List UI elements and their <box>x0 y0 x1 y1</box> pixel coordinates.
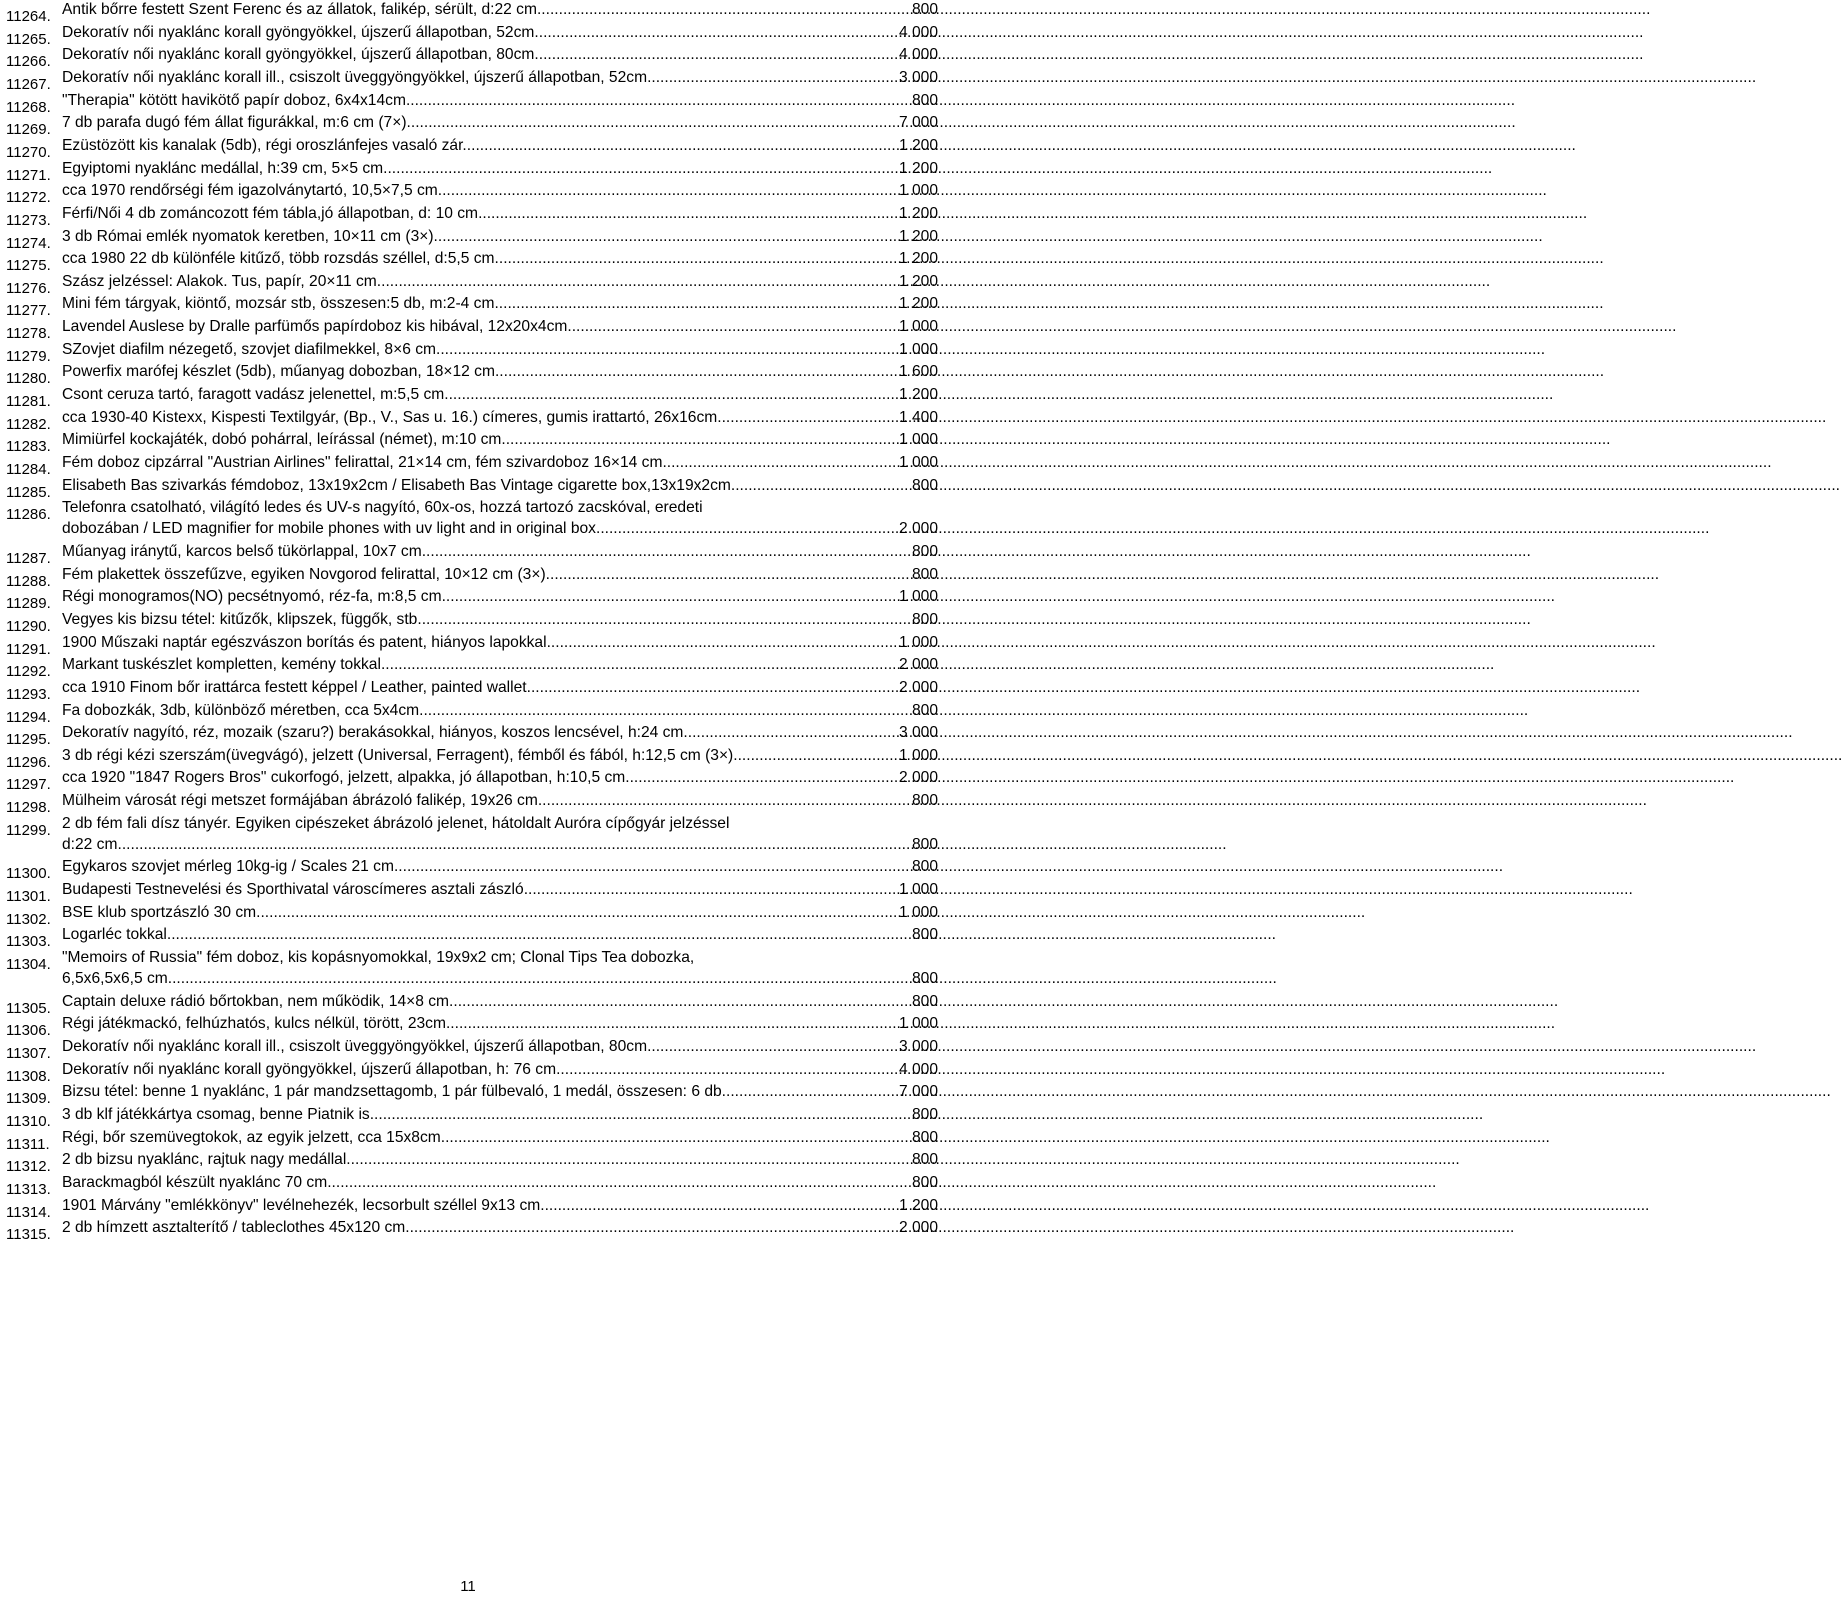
lot-number: 11313. <box>6 1180 51 1198</box>
dot-leader <box>478 204 899 223</box>
lot-number: 11307. <box>6 1044 51 1062</box>
lot-description: Szász jelzéssel: Alakok. Tus, papír, 20×11 cm. <box>62 272 382 290</box>
dot-leader <box>117 835 911 854</box>
dot-leader <box>567 317 899 336</box>
lot-description: Powerfix marófej készlet (5db), műanyag dobozban, 18×12 cm <box>62 363 495 381</box>
dot-leader <box>556 1060 899 1079</box>
lot-description-line <box>62 1218 938 1237</box>
lot-description-line <box>62 1105 938 1124</box>
lot-price: 1 200 <box>898 1196 938 1214</box>
dot-leader <box>531 678 899 697</box>
lot-number: 11310. <box>6 1112 51 1130</box>
dot-leader <box>733 746 899 765</box>
dot-leader <box>538 791 912 810</box>
lot-price: 1 000 <box>898 454 938 471</box>
lot-price: 800 <box>911 835 938 853</box>
lot-price: 1 000 <box>898 340 938 358</box>
lot-price: 800 <box>911 858 938 876</box>
dot-leader <box>419 701 912 720</box>
lot-number: 11304. <box>6 956 51 973</box>
dot-leader <box>405 1218 899 1237</box>
dot-leader <box>722 1082 899 1101</box>
lot-description: Fa dobozkák, 3db, különböző méretben, cca 5x4cm <box>62 701 420 719</box>
dot-leader <box>434 227 899 246</box>
lot-description: Egykaros szovjet mérleg 10kg-ig / Scales 21 cm <box>62 858 394 876</box>
lot-description-line <box>62 68 938 87</box>
dot-leader <box>446 587 899 606</box>
lot-number: 11271. <box>6 166 51 184</box>
dot-leader <box>407 113 899 132</box>
lot-description: Bizsu tétel: benne 1 nyaklánc, 1 pár mandzsettagomb, 1 pár fülbevaló, 1 medál, összesen: 6 db <box>62 1083 722 1101</box>
lot-number: 11275. <box>6 257 51 275</box>
dot-leader <box>406 91 912 110</box>
lot-price: 3 000 <box>898 68 938 86</box>
lot-number: 11296. <box>6 753 51 771</box>
lot-price: 800 <box>911 1128 938 1146</box>
lot-number: 11265. <box>6 30 51 48</box>
lot-description-line <box>62 227 938 246</box>
lot-description: 3 db klf játékkártya csomag, benne Piatnik is. <box>62 1105 375 1123</box>
lot-description-line-wrapped <box>62 498 938 517</box>
lot-description-line <box>62 294 938 313</box>
lot-description-line <box>62 519 938 538</box>
lot-price: 800 <box>911 565 938 583</box>
lot-price: 2 000 <box>898 769 938 787</box>
lot-number: 11267. <box>6 75 51 93</box>
dot-leader <box>501 430 899 449</box>
lot-description-line <box>62 857 938 876</box>
dot-leader <box>436 340 899 359</box>
lot-description-line <box>62 249 938 268</box>
lot-description-line <box>62 925 938 944</box>
lot-description-line <box>62 476 938 495</box>
lot-description: BSE klub sportzászló 30 cm <box>62 903 257 921</box>
lot-price: 1 000 <box>898 746 938 764</box>
lot-number: 11274. <box>6 234 51 252</box>
lot-number: 11298. <box>6 799 51 817</box>
lot-description-line <box>62 23 938 42</box>
dot-leader <box>381 272 899 291</box>
lot-price: 1 000 <box>898 431 938 449</box>
lot-number: 11309. <box>6 1090 51 1108</box>
lot-price: 2 000 <box>898 520 938 538</box>
lot-number: 11264. <box>6 8 51 25</box>
dot-leader <box>449 992 912 1011</box>
lot-number: 11290. <box>6 617 51 635</box>
lot-description: cca 1970 rendőrségi fém igazolványtartó, 10,5×7,5 cm <box>62 182 438 200</box>
lot-description-line <box>62 408 938 427</box>
dot-leader <box>446 1014 899 1033</box>
lot-description-line <box>62 768 938 787</box>
lot-description-line <box>62 969 938 988</box>
lot-price: 2 000 <box>898 1219 938 1237</box>
lot-description-line <box>62 880 938 899</box>
lot-price: 1 000 <box>898 182 938 200</box>
lot-price: 4 000 <box>898 46 938 64</box>
lot-number: 11295. <box>6 731 51 749</box>
dot-leader <box>422 542 912 561</box>
dot-leader <box>422 610 912 629</box>
lot-number: 11270. <box>6 143 51 161</box>
lot-price: 1 200 <box>898 159 938 177</box>
lot-price: 1 200 <box>898 136 938 154</box>
lot-description: 2 db fém fali dísz tányér. Egyiken cipészeket ábrázoló jelenet, hátoldalt Auróra cípőgyár jelzéssel <box>62 814 730 832</box>
lot-number: 11287. <box>6 549 51 567</box>
lot-number: 11284. <box>6 461 51 478</box>
lot-number: 11288. <box>6 572 51 590</box>
lot-number: 11276. <box>6 279 51 297</box>
lot-description: Dekoratív nagyító, réz, mozaik (szaru?) berakásokkal, hiányos, koszos lencsével, h:24 cm <box>62 724 684 742</box>
lot-number: 11269. <box>6 121 51 139</box>
lot-description: 1901 Márvány "emlékkönyv" levélnehezék, lecsorbult széllel 9x13 cm <box>62 1196 541 1214</box>
lot-description-line <box>62 1173 938 1192</box>
lot-price: 1 000 <box>898 588 938 606</box>
dot-leader <box>383 159 899 178</box>
lot-description: 2 db hímzett asztalterítő / tableclothes 45x120 cm <box>62 1219 406 1237</box>
lot-description: Mimiürfel kockajáték, dobó pohárral, leírással (német), m:10 cm <box>62 431 502 449</box>
lot-description: Dekoratív női nyaklánc korall gyöngyökkel, újszerű állapotban, 80cm <box>62 46 535 64</box>
lot-price: 7 000 <box>898 1083 938 1101</box>
lot-description-line <box>62 835 938 854</box>
lot-description-line <box>62 791 938 810</box>
lot-description: Régi, bőr szemüvegtokok, az egyik jelzett, cca 15x8cm <box>62 1128 441 1146</box>
lot-number: 11277. <box>6 302 51 320</box>
lot-number: 11282. <box>6 415 51 433</box>
lot-number: 11272. <box>6 189 51 207</box>
lot-price: 4 000 <box>898 1060 938 1078</box>
dot-leader <box>168 969 912 988</box>
lot-description: 3 db régi kézi szerszám(üvegvágó), jelzett (Universal, Ferragent), fémből és fából, h:12,5 cm (3×) <box>62 746 734 764</box>
lot-price: 1 000 <box>898 881 938 899</box>
lot-description-line <box>62 1060 938 1079</box>
lot-description: cca 1930-40 Kistexx, Kispesti Textilgyár, (Bp., V., Sas u. 16.) címeres, gumis irattartó, 26x16cm <box>62 408 718 426</box>
lot-price: 800 <box>911 792 938 810</box>
dot-leader <box>625 768 899 787</box>
lot-description: Csont ceruza tartó, faragott vadász jelenettel, m:5,5 cm <box>62 386 445 404</box>
dot-leader <box>534 45 899 64</box>
lot-number: 11273. <box>6 211 51 229</box>
lot-number: 11281. <box>6 393 51 411</box>
lot-description-line <box>62 113 938 132</box>
lot-number: 11301. <box>6 888 51 906</box>
lot-description: Mini fém tárgyak, kiöntő, mozsár stb, összesen:5 db, m:2-4 cm <box>62 295 495 313</box>
lot-price: 800 <box>911 476 938 494</box>
lot-price: 1 000 <box>898 1015 938 1033</box>
lot-description-line <box>62 340 938 359</box>
lot-description-line <box>62 678 938 697</box>
lot-description-line <box>62 565 938 584</box>
lot-description: Fém doboz cipzárral "Austrian Airlines" felirattal, 21×14 cm, fém szivardoboz 16×14 cm <box>62 454 663 471</box>
lot-description: "Therapia" kötött havikötő papír doboz, 6x4x14cm <box>62 91 406 109</box>
lot-description: d:22 cm <box>62 835 118 853</box>
lot-number: 11291. <box>6 640 51 658</box>
lot-description-line <box>62 723 938 742</box>
lot-description: Dekoratív női nyaklánc korall ill., csiszolt üveggyöngyökkel, újszerű állapotban, 80cm <box>62 1037 648 1055</box>
lot-price: 3 000 <box>898 1037 938 1055</box>
dot-leader <box>731 476 912 495</box>
dot-leader <box>647 1037 899 1056</box>
lot-number: 11289. <box>6 595 51 613</box>
lot-description: Vegyes kis bizsu tétel: kitűzők, klipszek, függők, stb. <box>62 610 422 628</box>
lot-price: 800 <box>911 992 938 1010</box>
lot-description-line <box>62 1150 938 1169</box>
lot-description: dobozában / LED magnifier for mobile phones with uv light and in original box. <box>62 520 601 538</box>
lot-description: Dekoratív női nyaklánc korall gyöngyökkel, újszerű állapotban, h: 76 cm <box>62 1060 557 1078</box>
dot-leader <box>547 633 899 652</box>
lot-price: 800 <box>911 1105 938 1123</box>
lot-description: Ezüstözött kis kanalak (5db), régi oroszlánfejes vasaló zár. <box>62 136 467 154</box>
dot-leader <box>534 23 899 42</box>
lot-description-line <box>62 1128 938 1147</box>
lot-description-line <box>62 362 938 381</box>
lot-price: 800 <box>911 1 938 18</box>
dot-leader <box>467 136 899 155</box>
lot-number: 11308. <box>6 1067 51 1085</box>
dot-leader <box>541 0 912 19</box>
lot-price: 4 000 <box>898 23 938 41</box>
lot-description-line <box>62 655 938 674</box>
dot-leader <box>495 249 899 268</box>
lot-description-line <box>62 136 938 155</box>
lot-number: 11294. <box>6 708 51 726</box>
dot-leader <box>495 362 899 381</box>
lot-description: Lavendel Auslese by Dralle parfümős papírdoboz kis hibával, 12x20x4cm <box>62 318 568 336</box>
lot-description-line <box>62 992 938 1011</box>
dot-leader <box>441 1128 912 1147</box>
lot-description: Dekoratív női nyaklánc korall ill., csiszolt üveggyöngyökkel, újszerű állapotban, 52cm <box>62 68 648 86</box>
lot-price: 1 000 <box>898 903 938 921</box>
lot-price: 800 <box>911 1151 938 1169</box>
lot-number: 11303. <box>6 933 51 951</box>
dot-leader <box>394 857 912 876</box>
lot-price: 3 000 <box>898 724 938 742</box>
lot-description: Fém plakettek összefűzve, egyiken Novgorod felirattal, 10×12 cm (3×). <box>62 565 550 583</box>
lot-description: 6,5x6,5x6,5 cm <box>62 970 168 987</box>
lot-price: 1 600 <box>898 363 938 381</box>
lot-description-line-wrapped <box>62 948 938 967</box>
dot-leader <box>438 181 899 200</box>
lot-description-line <box>62 1037 938 1056</box>
lot-description-line <box>62 633 938 652</box>
lot-description-line <box>62 1082 938 1101</box>
lot-number: 11283. <box>6 438 51 456</box>
lot-price: 800 <box>911 1173 938 1191</box>
lot-number: 11312. <box>6 1158 51 1176</box>
lot-number: 11278. <box>6 325 51 343</box>
lot-description-line <box>62 45 938 64</box>
lot-price: 2 000 <box>898 656 938 674</box>
lot-description-line <box>62 317 938 336</box>
dot-leader <box>385 655 899 674</box>
lot-description: Telefonra csatolható, világító ledes és UV-s nagyító, 60x-os, hozzá tartozó zacskóval, eredeti <box>62 499 703 517</box>
dot-leader <box>494 294 899 313</box>
lot-price: 800 <box>911 610 938 628</box>
lot-description-line <box>62 587 938 606</box>
lot-price: 1 200 <box>898 227 938 245</box>
lot-description: cca 1920 "1847 Rogers Bros" cukorfogó, jelzett, alpakka, jó állapotban, h:10,5 cm <box>62 769 626 787</box>
lot-description: Antik bőrre festett Szent Ferenc és az állatok, falikép, sérült, d:22 cm. <box>62 1 542 18</box>
lot-price: 800 <box>911 926 938 944</box>
lot-description: cca 1910 Finom bőr irattárca festett képpel / Leather, painted wallet. <box>62 678 531 696</box>
lot-description-line <box>62 91 938 110</box>
lot-price: 800 <box>911 542 938 560</box>
lot-number: 11280. <box>6 370 51 388</box>
lot-description: 1900 Műszaki naptár egészvászon borítás és patent, hiányos lapokkal <box>62 633 547 651</box>
lot-description: 3 db Római emlék nyomatok keretben, 10×11 cm (3×) <box>62 227 434 245</box>
lot-description: Elisabeth Bas szivarkás fémdoboz, 13x19x2cm / Elisabeth Bas Vintage cigarette box,13x19x2cm <box>62 476 731 494</box>
dot-leader <box>717 408 899 427</box>
lot-description-line <box>62 746 938 765</box>
dot-leader <box>524 880 899 899</box>
dot-leader <box>647 68 899 87</box>
lot-number: 11305. <box>6 999 51 1017</box>
lot-description-line-wrapped <box>62 814 938 833</box>
lot-number: 11315. <box>6 1226 51 1244</box>
lot-number: 11266. <box>6 53 51 71</box>
dot-leader <box>256 903 899 922</box>
lot-price: 800 <box>911 970 938 987</box>
lot-number: 11306. <box>6 1022 51 1040</box>
lot-price: 1 200 <box>898 295 938 313</box>
dot-leader <box>327 1173 912 1192</box>
page-number: 11 <box>460 1578 476 1595</box>
lot-description: Műanyag iránytű, karcos belső tükörlappal, 10x7 cm <box>62 542 422 560</box>
lot-description-line <box>62 903 938 922</box>
lot-price: 1 200 <box>898 386 938 404</box>
lot-price: 800 <box>911 91 938 109</box>
lot-description: cca 1980 22 db különféle kitűző, több rozsdás széllel, d:5,5 cm <box>62 250 495 268</box>
dot-leader <box>374 1105 912 1124</box>
lot-price: 1 000 <box>898 633 938 651</box>
lot-number: 11268. <box>6 98 51 116</box>
lot-description: Budapesti Testnevelési és Sporthivatal városcímeres asztali zászló <box>62 881 524 899</box>
dot-leader <box>683 723 899 742</box>
lot-number: 11279. <box>6 347 51 365</box>
lot-description-line <box>62 1014 938 1033</box>
lot-description-line <box>62 181 938 200</box>
lot-description-line <box>62 542 938 561</box>
lot-description: SZovjet diafilm nézegető, szovjet diafilmekkel, 8×6 cm <box>62 340 436 358</box>
lot-price: 7 000 <box>898 114 938 132</box>
lot-description-line <box>62 159 938 178</box>
lot-description: 7 db parafa dugó fém állat figurákkal, m:6 cm (7×) <box>62 114 407 132</box>
lot-price: 800 <box>911 701 938 719</box>
dot-leader <box>444 385 899 404</box>
lot-description: Captain deluxe rádió bőrtokban, nem működik, 14×8 cm <box>62 992 450 1010</box>
lot-number: 11302. <box>6 910 51 928</box>
lot-number: 11300. <box>6 865 51 883</box>
lot-description: 2 db bizsu nyaklánc, rajtuk nagy medállal. <box>62 1151 351 1169</box>
lot-description: Egyiptomi nyaklánc medállal, h:39 cm, 5×5 cm <box>62 159 384 177</box>
lot-price: 1 200 <box>898 204 938 222</box>
dot-leader <box>351 1150 912 1169</box>
lot-description-line <box>62 272 938 291</box>
lot-number: 11293. <box>6 685 51 703</box>
lot-price: 1 400 <box>898 408 938 426</box>
lot-description-line <box>62 453 938 472</box>
lot-description: Férfi/Női 4 db zománcozott fém tábla,jó állapotban, d: 10 cm <box>62 204 479 222</box>
lot-number: 11311. <box>6 1135 50 1153</box>
lot-price: 1 200 <box>898 250 938 268</box>
lot-number: 11297. <box>6 776 51 794</box>
lot-description-line <box>62 0 938 19</box>
lot-description-line <box>62 204 938 223</box>
lot-description-line <box>62 430 938 449</box>
lot-number: 11299. <box>6 821 51 839</box>
lot-description: Markant tuskészlet kompletten, kemény tokkal. <box>62 656 386 674</box>
lot-description-line <box>62 610 938 629</box>
lot-number: 11286. <box>6 506 51 524</box>
lot-description: Logarléc tokkal <box>62 926 167 944</box>
lot-description: Mülheim városát régi metszet formájában ábrázoló falikép, 19x26 cm <box>62 792 538 810</box>
lot-number: 11292. <box>6 663 51 681</box>
lot-price: 1 200 <box>898 272 938 290</box>
dot-leader <box>167 925 912 944</box>
lot-description-line <box>62 701 938 720</box>
dot-leader <box>600 519 899 538</box>
dot-leader <box>550 565 912 584</box>
lot-description: "Memoirs of Russia" fém doboz, kis kopásnyomokkal, 19x9x2 cm; Clonal Tips Tea dobozka, <box>62 949 695 966</box>
dot-leader <box>662 453 899 472</box>
lot-description: Régi monogramos(NO) pecsétnyomó, réz-fa, m:8,5 cm. <box>62 588 446 606</box>
lot-price: 1 000 <box>898 318 938 336</box>
lot-description: Barackmagból készült nyaklánc 70 cm <box>62 1173 328 1191</box>
lot-description: Régi játékmackó, felhúzhatós, kulcs nélkül, törött, 23cm <box>62 1015 446 1033</box>
dot-leader <box>540 1196 899 1215</box>
lot-number: 11314. <box>6 1203 51 1221</box>
lot-description-line <box>62 385 938 404</box>
lot-description: Dekoratív női nyaklánc korall gyöngyökkel, újszerű állapotban, 52cm <box>62 23 535 41</box>
lot-number: 11285. <box>6 483 51 501</box>
lot-price: 2 000 <box>898 678 938 696</box>
lot-description-line <box>62 1196 938 1215</box>
